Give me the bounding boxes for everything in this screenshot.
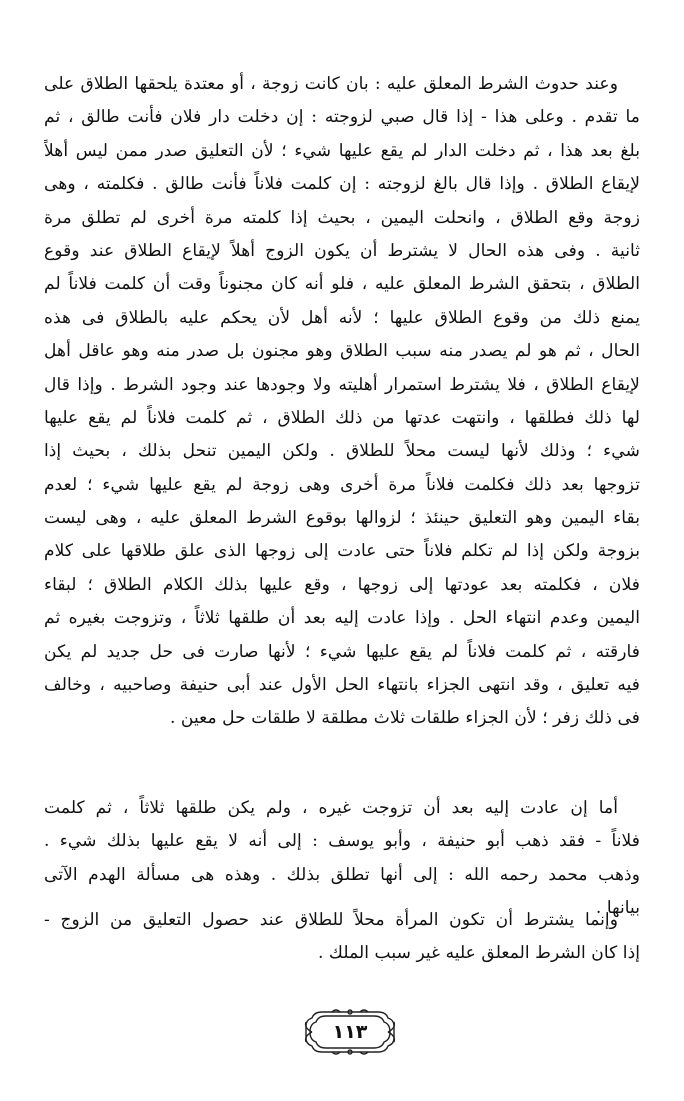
- paragraph-3: [44, 904, 640, 971]
- text-line: لها ذلك فطلقها ، وانتهت عدتها من ذلك الطلاق ، ثم كلمت فلاناً لم يقع عليها: [44, 407, 640, 428]
- text-line: فيه تعليق ، وقد انتهى الجزاء بانتهاء الحل الأول عند أبى حنيفة وصاحبيه ، وخالف: [44, 675, 640, 696]
- text-line: وذهب محمد رحمه الله : إلى أنها تطلق بذلك . وهذه هى مسألة الهدم الآتى: [44, 864, 640, 885]
- text-line: فى ذلك زفر ؛ لأن الجزاء طلقات ثلاث مطلقة لا طلقات حل معين .: [169, 708, 640, 729]
- text-line: الطلاق ، بتحقق الشرط المعلق عليه ، فلو أنه كان مجنوناً وقت أن كلمت فلاناً لم: [44, 274, 640, 295]
- text-line: لإيقاع الطلاق . وإذا قال بالغ لزوجته : إن كلمت فلاناً فأنت طالق . فكلمته ، وهى: [44, 174, 640, 195]
- text-line: أما إن عادت إليه بعد أن تزوجت غيره ، ولم يكن طلقها ثلاثاً ، ثم كلمت: [44, 798, 618, 818]
- text-line: فلاناً - فقد ذهب أبو حنيفة ، وأبو يوسف : إلى أنه لا يقع عليها بذلك شيء .: [44, 831, 640, 852]
- text-line: تزوجها بعد ذلك فكلمت فلاناً مرة أخرى وهى زوجة لم يقع عليها شيء ؛ لعدم: [44, 474, 640, 495]
- text-line: ما تقدم . وعلى هذا - إذا قال صبي لزوجته : إن دخلت دار فلان فأنت طالق ، ثم: [44, 107, 640, 128]
- text-line: إذا كان الشرط المعلق عليه غير سبب الملك .: [318, 943, 640, 964]
- text-line: اليمين وعدم انتهاء الحل . وإذا عادت إليه بعد أن طلقها ثلاثاً ، وتزوجت بغيره ثم: [44, 608, 640, 629]
- text-line: شيء ؛ وذلك لأنها ليست محلاً للطلاق . ولكن اليمين تنحل بذلك ، بحيث إذا: [44, 441, 640, 462]
- text-line: ثانية . وفى هذه الحال لا يشترط أن يكون الزوج أهلاً لإيقاع الطلاق عند وقوع: [44, 240, 640, 261]
- text-line: زوجة وقع الطلاق ، وانحلت اليمين ، بحيث إذا كلمته مرة أخرى لم تطلق مرة: [44, 207, 640, 228]
- page-number: ١١٣: [332, 1021, 368, 1043]
- text-line: بلغ بعد هذا ، ثم دخلت الدار لم يقع عليها شيء ؛ لأن التعليق صدر ممن ليس أهلاً: [44, 140, 640, 161]
- text-line: وعند حدوث الشرط المعلق عليه : بان كانت زوجة ، أو معتدة يلحقها الطلاق على: [44, 74, 618, 94]
- text-line: بقاء اليمين وهو التعليق حينئذ ؛ لزوالها بوقوع الشرط المعلق عليه ، وهى ليست: [44, 508, 640, 529]
- text-line: بيانها .: [595, 898, 640, 919]
- text-line: بزوجة ولكن إذا لم تكلم فلاناً حتى عادت إلى زوجها الذى علق طلاقها على كلام: [44, 541, 640, 562]
- text-line: فلان ، فكلمته بعد عودتها إلى زوجها ، وقع عليها بذلك الكلام الطلاق ؛ لبقاء: [44, 574, 640, 595]
- text-line: الحال ، ثم هو لم يصدر منه سبب الطلاق وهو مجنون بل صدر منه وهو عاقل أهل: [44, 341, 640, 362]
- page-number-ornament: [302, 1006, 398, 1058]
- text-line: لإيقاع الطلاق ، فلا يشترط استمرار أهليته ولا وجودها عند وجود الشرط . وإذا قال: [44, 374, 640, 395]
- text-line: فارقته ، ثم كلمت فلاناً لم يقع عليها شيء ؛ لأنها صارت فى حل جديد لم يكن: [44, 641, 640, 662]
- paragraph-1: [44, 68, 640, 736]
- text-line: يمنع ذلك من وقوع الطلاق عليها ؛ لأنه أهل لأن يحكم عليه بالطلاق فى هذه: [44, 307, 640, 328]
- text-line: وإنما يشترط أن تكون المرأة محلاً للطلاق عند حصول التعليق من الزوج -: [44, 910, 618, 930]
